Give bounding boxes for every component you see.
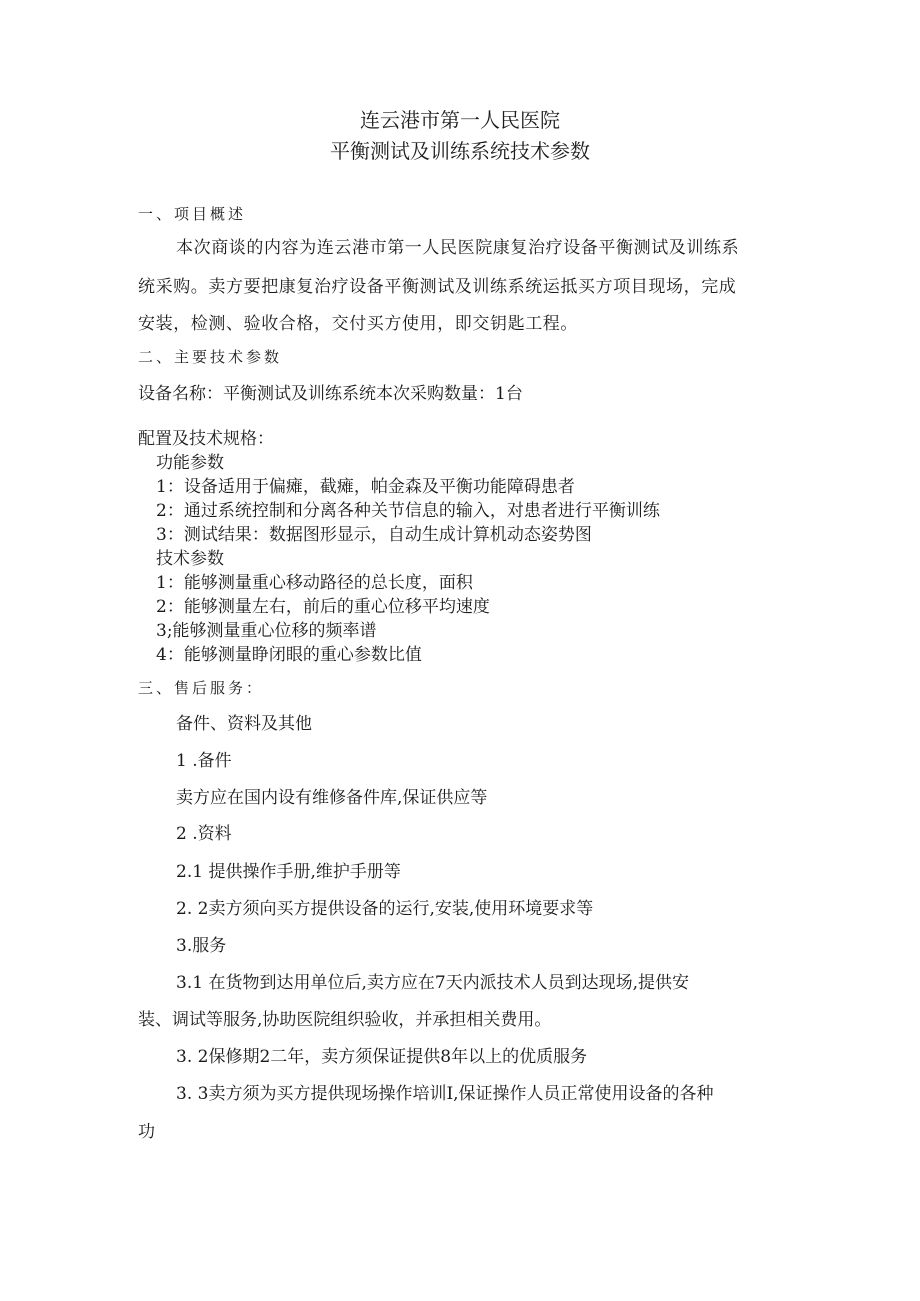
spec-heading: 配置及技术规格：: [138, 429, 274, 449]
function-item: 1：设备适用于偏瘫，截瘫，帕金森及平衡功能障碍患者: [156, 477, 575, 497]
overview-line: 本次商谈的内容为连云港市第一人民医院康复治疗设备平衡测试及训练系: [176, 238, 740, 258]
tech-item: 2：能够测量左右，前后的重心位移平均速度: [156, 597, 490, 617]
after-sales-line: 3.1 在货物到达用单位后,卖方应在7天内派技术人员到达现场,提供安: [176, 973, 690, 993]
after-sales-line: 3. 3卖方须为买方提供现场操作培训I,保证操作人员正常使用设备的各种: [176, 1084, 714, 1104]
after-sales-line: 2. 2卖方须向买方提供设备的运行,安装,使用环境要求等: [176, 899, 594, 919]
after-sales-line: 功: [138, 1122, 155, 1142]
tech-item: 3;能够测量重心位移的频率谱: [156, 621, 377, 641]
device-name-line: 设备名称：平衡测试及训练系统本次采购数量：1台: [138, 384, 523, 404]
function-params-heading: 功能参数: [156, 453, 224, 473]
section-heading-overview: 一、项目概述: [138, 205, 247, 223]
after-sales-line: 2.1 提供操作手册,维护手册等: [176, 862, 401, 882]
function-item: 2：通过系统控制和分离各种关节信息的输入，对患者进行平衡训练: [156, 501, 660, 521]
overview-line: 统采购。卖方要把康复治疗设备平衡测试及训练系统运抵买方项目现场，完成: [138, 277, 737, 297]
function-item: 3：测试结果：数据图形显示，自动生成计算机动态姿势图: [156, 525, 592, 545]
section-heading-tech-params: 二、主要技术参数: [138, 348, 283, 366]
after-sales-line: 1 .备件: [176, 751, 232, 771]
after-sales-line: 卖方应在国内设有维修备件库,保证供应等: [176, 788, 488, 808]
overview-line: 安装，检测、验收合格，交付买方使用，即交钥匙工程。: [138, 314, 578, 334]
after-sales-line: 3. 2保修期2二年，卖方须保证提供8年以上的优质服务: [176, 1047, 588, 1067]
tech-item: 4：能够测量睁闭眼的重心参数比值: [156, 645, 422, 665]
after-sales-line: 备件、资料及其他: [176, 714, 312, 734]
tech-item: 1：能够测量重心移动路径的总长度，面积: [156, 573, 473, 593]
document-title-line1: 连云港市第一人民医院: [360, 108, 560, 132]
after-sales-line: 装、调试等服务,协助医院组织验收，并承担相关费用。: [138, 1010, 552, 1030]
section-heading-after-sales: 三、售后服务：: [138, 679, 265, 697]
tech-params-heading: 技术参数: [156, 549, 224, 569]
document-title-line2: 平衡测试及训练系统技术参数: [330, 139, 590, 163]
after-sales-line: 2 .资料: [176, 824, 232, 844]
after-sales-line: 3.服务: [176, 936, 227, 956]
